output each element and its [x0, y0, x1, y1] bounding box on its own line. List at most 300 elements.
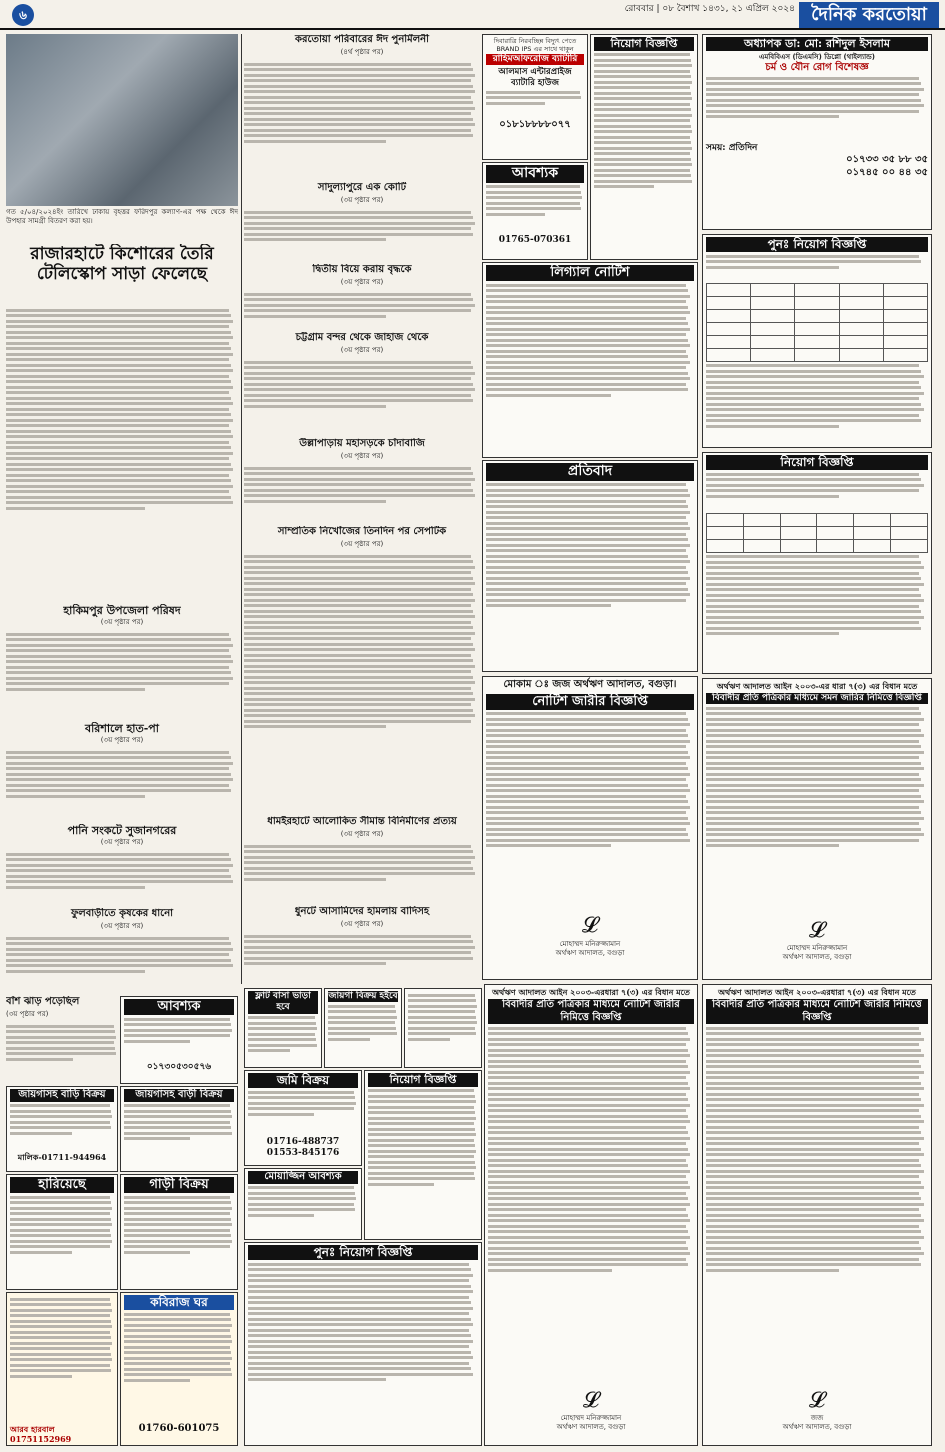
text-line [248, 1197, 356, 1200]
text-line [10, 1336, 111, 1339]
protest-notice-body [486, 483, 694, 671]
text-line [124, 1201, 231, 1204]
text-line [10, 1201, 111, 1204]
heading-bamboo: বাঁশ ঝাড় পড়েছিল [6, 996, 80, 1007]
text-line [488, 1060, 686, 1063]
court-notice-1-mokam: মোকাম ঃ জজ অর্থঋণ আদালত, বগুড়া। [503, 679, 677, 690]
text-line [594, 125, 691, 128]
text-line [248, 1033, 315, 1036]
text-line [244, 79, 471, 82]
text-line [706, 1225, 919, 1228]
text-line [486, 489, 688, 492]
text-line [6, 773, 231, 776]
ad-lost-title: হারিয়েছে [10, 1177, 114, 1193]
headline-telescope: রাজারহাটে কিশোরের তৈরি টেলিস্কোপ সাড়া ফেলেছে [30, 244, 214, 285]
text-line [486, 800, 688, 803]
text-line [6, 970, 145, 973]
ad-land-house-sale-title: জায়গাসহ বাড়ি বিক্রয় [10, 1089, 114, 1102]
text-line [244, 632, 475, 635]
text-line [706, 773, 919, 776]
text-line [368, 1144, 475, 1147]
text-line [706, 1109, 919, 1112]
text-line [124, 1229, 230, 1232]
text-line [368, 1117, 476, 1120]
text-line [706, 1115, 921, 1118]
text-line [706, 1131, 921, 1134]
text-line [706, 616, 924, 619]
text-line [124, 1340, 232, 1343]
text-line [6, 452, 233, 455]
text-line [6, 435, 233, 438]
ad-herbal-phone: আরব হারবাল 01751152969 [10, 1423, 72, 1444]
text-line [486, 394, 611, 397]
ad-car-sale-title: গাড়ী বিক্রয় [124, 1177, 234, 1193]
text-line [706, 1241, 919, 1244]
text-line [248, 1279, 469, 1282]
text-line [486, 322, 688, 325]
text-line [706, 1159, 919, 1162]
ad-kobiraj-body [124, 1313, 234, 1423]
text-line [10, 1369, 111, 1372]
text-line [244, 238, 386, 241]
text-line [594, 180, 692, 183]
text-line [6, 380, 231, 383]
masthead: দৈনিক করতোয়া [799, 2, 939, 28]
text-line [368, 1177, 475, 1180]
text-line [10, 1115, 112, 1118]
text-line [486, 511, 690, 514]
text-line [486, 289, 688, 292]
text-line [488, 1104, 690, 1107]
text-line [10, 1110, 111, 1113]
subheading-ullapara: (৩য় পৃষ্ঠার পর) [340, 452, 384, 460]
ad-flat-rent-title: ফ্লাট বাসা ভাড়া হবে [248, 991, 318, 1014]
court-notice-2-title: বিবাদীর প্রতি পত্রিকার মাধ্যমে নোটিশ জারীর নিমিত্তে বিজ্ঞপ্তি [488, 999, 694, 1024]
text-line [706, 364, 919, 367]
ad-herbal-body [10, 1298, 114, 1424]
text-line [706, 828, 921, 831]
text-line [706, 1076, 919, 1079]
text-line [706, 1219, 924, 1222]
ad-punah-niyog-2-body [248, 1263, 478, 1443]
text-line [706, 572, 919, 575]
text-line [706, 82, 921, 85]
text-line [10, 1223, 112, 1226]
text-line [488, 1043, 686, 1046]
text-line [124, 1104, 230, 1107]
heading-ullapara: উল্লাপাড়ায় মহাসড়কে চাঁদাবাজি [299, 438, 425, 449]
punah-niyog-terms [706, 364, 928, 448]
court-notice-2 [484, 984, 698, 1446]
text-line [486, 839, 690, 842]
text-line [594, 119, 690, 122]
ad-abashyak-1 [482, 162, 588, 260]
text-line [706, 723, 919, 726]
text-line [244, 366, 473, 369]
text-line [594, 86, 690, 89]
text-line [6, 1025, 114, 1028]
text-line [594, 185, 654, 188]
text-line [244, 626, 473, 629]
text-line [488, 1247, 688, 1250]
text-line [488, 1252, 690, 1255]
text-line [244, 90, 475, 93]
punah-niyog-table [706, 283, 928, 362]
text-line [10, 1245, 110, 1248]
text-line [244, 560, 473, 563]
text-line [706, 260, 921, 263]
septic-tank-article-text [244, 552, 480, 814]
punah-niyog-intro [706, 255, 928, 283]
text-line [486, 483, 686, 486]
text-line [706, 1186, 924, 1189]
text-line [244, 293, 471, 296]
text-line [244, 494, 475, 497]
text-line [244, 610, 473, 613]
text-line [6, 864, 233, 867]
heading-barishal: বরিশালে হাত-পা [85, 722, 159, 735]
text-line [706, 734, 924, 737]
text-line [10, 1196, 110, 1199]
text-line [244, 957, 473, 960]
text-line [488, 1098, 688, 1101]
text-line [248, 1373, 473, 1376]
text-line [706, 110, 919, 113]
text-line [244, 483, 471, 486]
text-line [594, 130, 692, 133]
court-notice-3 [702, 678, 932, 980]
text-line [6, 391, 229, 394]
text-line [488, 1225, 686, 1228]
protest-notice-title: প্রতিবাদ [486, 463, 694, 481]
text-line [244, 467, 471, 470]
text-line [10, 1234, 111, 1237]
subheading-dhunat: (৩য় পৃষ্ঠার পর) [340, 920, 384, 928]
text-line [244, 714, 475, 717]
text-line [594, 108, 691, 111]
text-line [248, 1318, 471, 1321]
text-line [124, 1018, 230, 1021]
text-line [10, 1298, 110, 1301]
court-notice-4-judge: জজ [810, 1414, 824, 1422]
text-line [248, 1290, 473, 1293]
ad-car-sale [120, 1174, 238, 1290]
text-line [706, 1269, 839, 1272]
court-notice-4-court: অর্থঋণ আদালত, বগুড়া [782, 1423, 852, 1432]
text-line [594, 97, 692, 100]
text-line [706, 419, 921, 422]
text-line [706, 762, 921, 765]
text-line [486, 723, 690, 726]
niyog-3-title: নিয়োগ বিজ্ঞপ্তি [706, 455, 928, 470]
text-line [488, 1032, 688, 1035]
text-line [248, 1356, 473, 1359]
text-line [244, 222, 475, 225]
text-line [6, 369, 233, 372]
text-line [248, 1038, 316, 1041]
text-line [486, 500, 686, 503]
ad-battery [482, 34, 588, 160]
text-line [244, 85, 473, 88]
text-line [486, 599, 686, 602]
text-line [486, 355, 688, 358]
text-line [244, 107, 475, 110]
subheading-sadullapur: (৩য় পৃষ্ঠার পর) [340, 196, 384, 204]
text-line [706, 627, 921, 630]
text-line [10, 1218, 111, 1221]
ad-niyog-1-body [594, 53, 694, 253]
text-line [244, 489, 473, 492]
text-line [244, 698, 475, 701]
text-line [706, 1247, 921, 1250]
text-line [6, 309, 229, 312]
ad-battery-phone: ০১৮১৮৮৮৮০৭৭ [499, 118, 571, 130]
text-line [244, 593, 473, 596]
text-line [706, 1181, 921, 1184]
text-line [10, 1331, 110, 1334]
text-line [594, 59, 691, 62]
text-line [706, 1236, 924, 1239]
text-line [706, 77, 919, 80]
ad-niyog-2 [364, 1070, 482, 1240]
text-line [244, 867, 473, 870]
text-line [6, 375, 229, 378]
text-line [6, 342, 229, 345]
text-line [486, 377, 690, 380]
ad-abashyak-1-title: আবশ্যক [486, 165, 584, 183]
text-line [248, 1378, 386, 1381]
text-line [408, 1016, 476, 1019]
text-line [244, 383, 473, 386]
text-line [486, 718, 688, 721]
text-line [124, 1029, 232, 1032]
text-line [368, 1128, 475, 1131]
text-line [706, 729, 921, 732]
text-line [486, 306, 688, 309]
text-line [706, 751, 924, 754]
text-line [244, 309, 471, 312]
text-line [706, 588, 919, 591]
text-line [486, 372, 688, 375]
ad-abashyak-2-phone: ০১৭৩০৫৩০৫৭৬ [146, 1061, 212, 1072]
text-line [6, 1036, 116, 1039]
text-line [706, 255, 919, 258]
subheading-sujanagar: (৩য় পৃষ্ঠার পর) [100, 838, 144, 846]
text-line [594, 64, 692, 67]
text-line [6, 320, 233, 323]
text-line [6, 419, 233, 422]
text-line [244, 951, 471, 954]
text-line [6, 784, 229, 787]
text-line [486, 344, 690, 347]
text-line [6, 386, 233, 389]
text-line [368, 1133, 476, 1136]
court-notice-1-court: অর্থঋণ আদালত, বগুড়া [555, 948, 625, 957]
text-line [244, 123, 475, 126]
ad-niyog-1-title: নিয়োগ বিজ্ঞপ্তি [594, 37, 694, 51]
text-line [124, 1234, 231, 1237]
text-line [248, 1312, 469, 1315]
text-line [594, 114, 692, 117]
text-line [594, 147, 692, 150]
heading-dhunat: ধুনটে আসামিদের হামলায় বাদিসহ [294, 906, 430, 917]
text-line [248, 1340, 473, 1343]
text-line [486, 207, 581, 210]
text-line [368, 1106, 474, 1109]
text-line [10, 1314, 110, 1317]
text-line [706, 621, 919, 624]
text-line [706, 767, 924, 770]
text-line [368, 1161, 475, 1164]
text-line [6, 671, 231, 674]
text-line [488, 1219, 690, 1222]
ad-moazzin [244, 1168, 362, 1240]
text-line [486, 745, 686, 748]
text-line [6, 325, 229, 328]
text-line [244, 962, 386, 965]
text-line [706, 822, 919, 825]
text-line [408, 1021, 477, 1024]
subheading-bamboo: (৩য় পৃষ্ঠার পর) [6, 1010, 49, 1018]
text-line [486, 604, 611, 607]
text-line [124, 1207, 232, 1210]
text-line [706, 1208, 919, 1211]
text-line [594, 136, 690, 139]
text-line [124, 1251, 190, 1254]
text-line [6, 853, 229, 856]
text-line [486, 505, 688, 508]
text-line [706, 397, 919, 400]
text-line [6, 430, 231, 433]
text-line [488, 1027, 686, 1030]
text-line [486, 350, 686, 353]
text-line [6, 644, 233, 647]
text-line [486, 295, 690, 298]
text-line [368, 1111, 475, 1114]
text-line [706, 1263, 921, 1266]
text-line [6, 1041, 114, 1044]
text-line [248, 1203, 354, 1206]
dhamoirhat-article-text [244, 842, 480, 904]
ad-land-sale-title: জায়গা বিক্রয় হইবে [328, 991, 398, 1001]
text-line [594, 81, 692, 84]
ad-abashyak-1-body [486, 185, 584, 235]
text-line [706, 1197, 921, 1200]
text-line [486, 784, 688, 787]
subheading-karatoa-reunion: (৪র্থ পৃষ্ঠার পর) [340, 48, 384, 56]
ad-lost [6, 1174, 118, 1290]
text-line [244, 478, 475, 481]
text-line [244, 394, 471, 397]
text-line [244, 703, 471, 706]
text-line [486, 202, 580, 205]
text-line [488, 1192, 686, 1195]
text-line [248, 1351, 471, 1354]
ad-flat-rent [244, 988, 322, 1068]
text-line [244, 211, 471, 214]
text-line [244, 643, 473, 646]
court-notice-3-title: বিবাদীর প্রতি পত্রিকার মাধ্যমে সমন জারির নিমিত্তে বিজ্ঞপ্তি [706, 693, 928, 704]
text-line [6, 331, 231, 334]
text-line [706, 778, 921, 781]
text-line [488, 1065, 688, 1068]
text-line [244, 74, 475, 77]
judge-signature-1: 𝓛 [582, 913, 598, 939]
ad-kobiraj-title: কবিরাজ ঘর [124, 1295, 234, 1310]
text-line [6, 875, 231, 878]
text-line [6, 347, 231, 350]
text-line [248, 1214, 314, 1217]
ad-punah-niyog-2-title: পুনঃ নিয়োগ বিজ্ঞপ্তি [248, 1245, 478, 1260]
judge-signature-3: 𝓛 [809, 917, 825, 943]
text-line [10, 1104, 110, 1107]
text-line [6, 358, 229, 361]
ad-abashyak-2 [120, 996, 238, 1084]
text-line [488, 1170, 690, 1173]
text-line [486, 751, 688, 754]
text-line [244, 577, 473, 580]
text-line [244, 946, 475, 949]
text-line [706, 99, 921, 102]
text-line [248, 1027, 317, 1030]
ad-battery-brand: রাহিমআফরোজ ব্যাটারি [486, 54, 584, 65]
text-line [706, 806, 919, 809]
text-line [124, 1351, 231, 1354]
text-line [486, 339, 688, 342]
text-line [706, 425, 839, 428]
ad-land-house-sale-2-title: জায়গাসহ বাড়ী বিক্রয় [124, 1089, 234, 1102]
text-line [486, 383, 686, 386]
chattogram-article-text [244, 358, 480, 436]
text-line [486, 555, 688, 558]
text-line [706, 473, 919, 476]
text-line [10, 1364, 110, 1367]
text-line [124, 1373, 232, 1376]
text-line [594, 70, 690, 73]
text-line [488, 1175, 686, 1178]
text-line [706, 1071, 924, 1074]
text-line [244, 621, 471, 624]
text-line [488, 1082, 688, 1085]
text-line [706, 555, 919, 558]
text-line [124, 1379, 190, 1382]
court-notice-2-judge: মোহাম্মদ মনিরুজ্জামান [560, 1414, 622, 1422]
text-line [488, 1054, 690, 1057]
text-line [486, 328, 690, 331]
text-line [486, 577, 690, 580]
sujanagar-article-text [6, 850, 238, 906]
text-line [706, 1164, 921, 1167]
subheading-chattogram-port: (৩য় পৃষ্ঠার পর) [340, 346, 384, 354]
text-line [248, 1208, 355, 1211]
text-line [244, 134, 473, 137]
court-notice-1 [482, 676, 698, 980]
text-line [706, 800, 924, 803]
text-line [124, 1368, 231, 1371]
text-line [706, 403, 921, 406]
text-line [6, 682, 229, 685]
ad-abashyak-2-body [124, 1018, 234, 1062]
text-line [594, 53, 690, 56]
second-marriage-article-text [244, 290, 480, 330]
text-line [244, 665, 475, 668]
text-line [408, 999, 476, 1002]
text-line [706, 1104, 924, 1107]
text-line [488, 1181, 688, 1184]
text-line [368, 1100, 476, 1103]
text-line [6, 413, 231, 416]
text-line [244, 101, 473, 104]
